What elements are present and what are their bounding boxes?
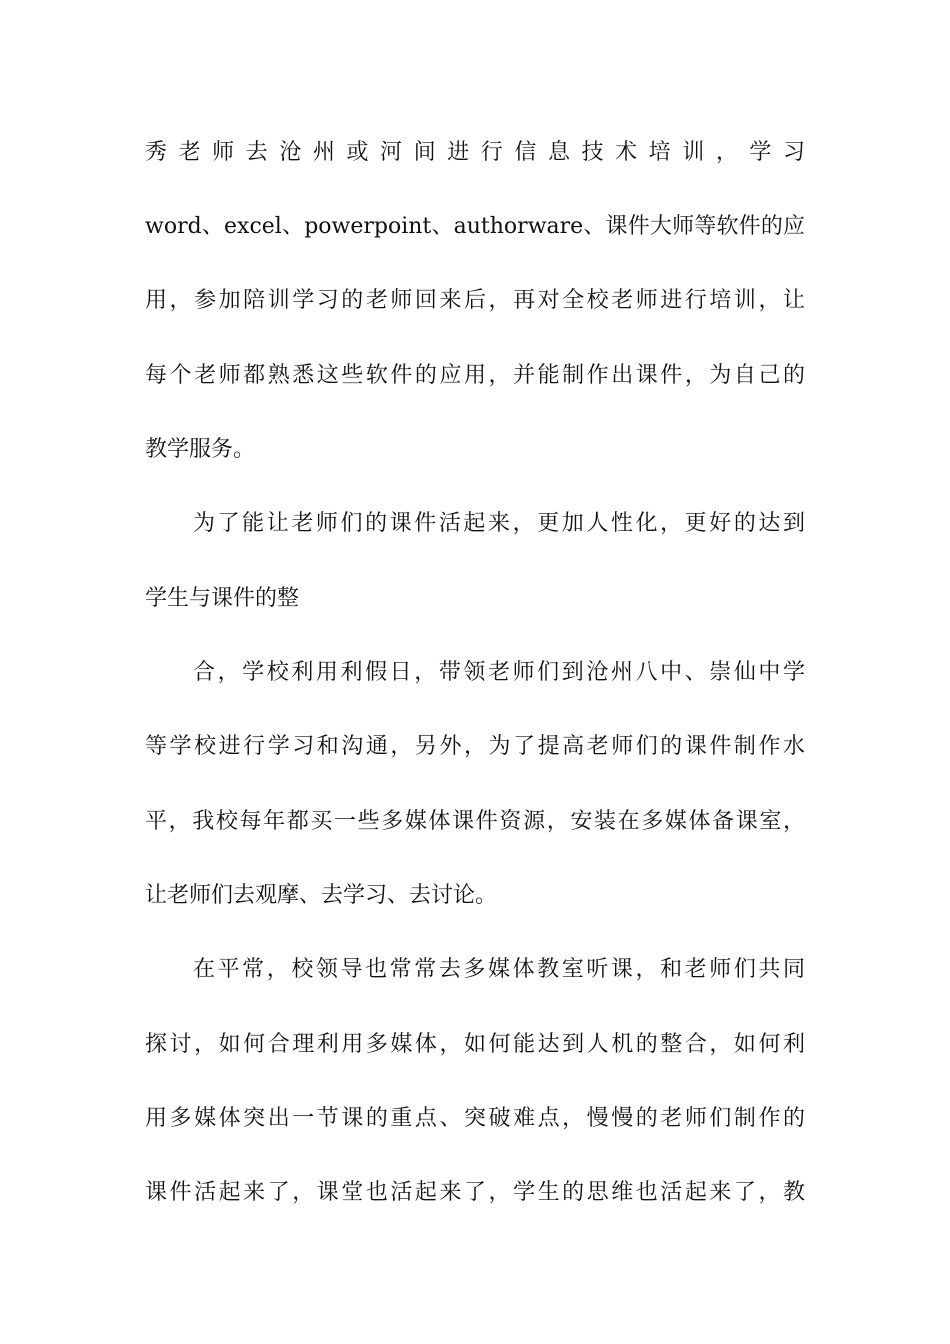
paragraph-3-line-1: 合，学校利用利假日，带领老师们到沧州八中、崇仙中学 (193, 660, 805, 685)
paragraph-4-line-1: 在平常，校领导也常常去多媒体教室听课，和老师们共同 (193, 957, 805, 982)
text-line-1: 秀老师去沧州或河间进行信息技术培训，学习 (145, 140, 805, 165)
text-line-2: word、excel、powerpoint、authorware、课件大师等软件的应 (145, 214, 805, 239)
text-line-3: 用，参加陪训学习的老师回来后，再对全校老师进行培训，让 (145, 288, 805, 313)
paragraph-4-line-4: 课件活起来了，课堂也活起来了，学生的思维也活起来了，教 (145, 1180, 805, 1205)
paragraph-4-line-3: 用多媒体突出一节课的重点、突破难点，慢慢的老师们制作的 (145, 1106, 805, 1131)
paragraph-3-line-4: 让老师们去观摩、去学习、去讨论。 (145, 883, 498, 908)
paragraph-4-line-2: 探讨，如何合理利用多媒体，如何能达到人机的整合，如何利 (145, 1032, 805, 1057)
paragraph-3-line-2: 等学校进行学习和沟通，另外，为了提高老师们的课件制作水 (145, 734, 805, 759)
paragraph-2-line-2: 学生与课件的整 (145, 586, 300, 611)
text-line-5: 教学服务。 (145, 437, 256, 462)
paragraph-3-line-3: 平，我校每年都买一些多媒体课件资源，安装在多媒体备课室， (145, 809, 805, 834)
paragraph-2-line-1: 为了能让老师们的课件活起来，更加人性化，更好的达到 (193, 511, 805, 536)
text-line-4: 每个老师都熟悉这些软件的应用，并能制作出课件，为自己的 (145, 363, 805, 388)
